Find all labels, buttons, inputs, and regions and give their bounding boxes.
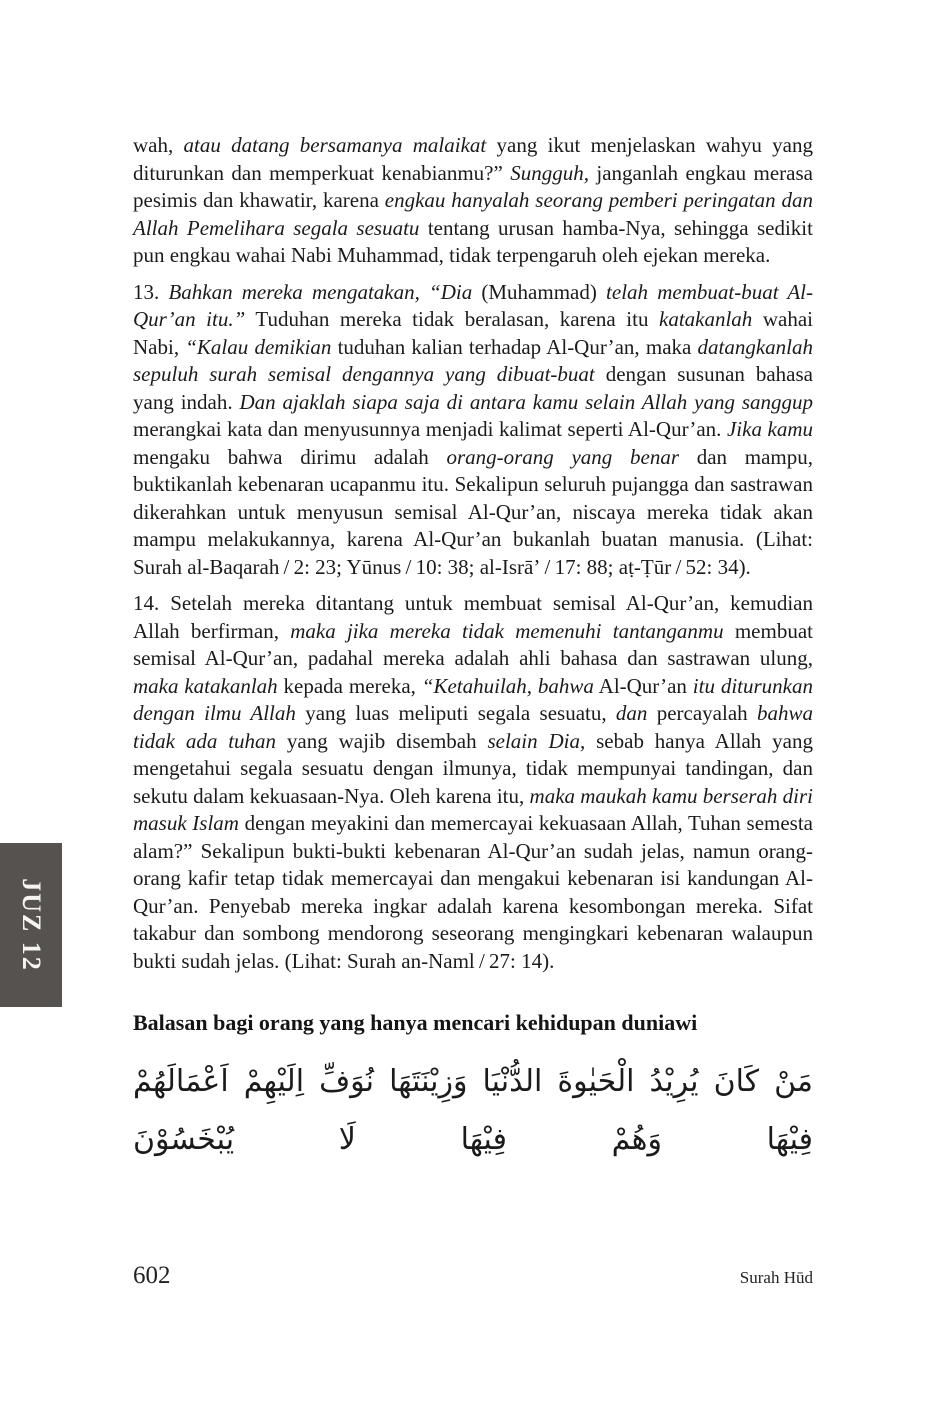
text-run-italic: Dan ajaklah siapa saja di antara kamu selain Allah yang sanggup — [239, 389, 813, 414]
text-run-italic: Jika kamu — [726, 417, 813, 441]
text-run: tuduhan kalian terhadap Al-Qur’an, maka — [331, 334, 698, 359]
page-footer — [133, 1262, 813, 1290]
text-run-italic: maka maukah kamu berserah diri masuk Islam — [133, 783, 813, 835]
text-run-italic: datangkanlah sepuluh surah semisal dengannya yang dibuat-buat — [133, 334, 813, 386]
text-run-italic: Bahkan mereka mengatakan, “Dia — [168, 279, 473, 304]
page-number: 602 — [133, 1262, 171, 1289]
juz-tab-label: JUZ 12 — [17, 878, 46, 972]
text-run: dan mampu, buktikanlah kebenaran ucapanmu itu. Sekalipun seluruh pujangga dan sastrawan dikerahkan untuk menyusun semisal Al-Qur’an, niscaya mereka tidak akan mampu melakukannya, karena Al-Qur’an bukanlah buatan manusia. (Lihat: Surah al-Baqarah / 2: 23; Yūnus / 10: 38; al-Isrā’ / 17: 88; aṭ-Ṭūr / 52: 34). — [133, 444, 814, 579]
text-run: 14. Setelah mereka ditantang untuk membuat semisal Al-Qur’an, kemudian Allah berfirman, — [133, 591, 813, 643]
text-run-italic: Sungguh, — [510, 160, 589, 185]
text-run: merangkai kata dan menyusunnya menjadi kalimat seperti Al-Qur’an. — [133, 417, 727, 441]
text-run: dengan susunan bahasa yang indah. — [133, 362, 813, 414]
page-content — [133, 132, 813, 1169]
text-run-italic: “Ketahuilah, bahwa — [421, 673, 594, 698]
text-run: janganlah engkau merasa pesimis dan khawatir, karena — [133, 160, 813, 212]
section-heading: Balasan bagi orang yang hanya mencari kehidupan duniawi — [133, 1010, 698, 1035]
text-run: yang wajib disembah — [276, 728, 488, 753]
text-run-italic: maka jika mereka tidak memenuhi tantanganmu — [290, 618, 724, 643]
text-run: tentang urusan hamba-Nya, sehingga sedikit pun engkau wahai Nabi Muhammad, tidak terpengaruh oleh ejekan mereka. — [133, 215, 813, 267]
text-run: yang ikut menjelaskan wahyu yang diturunkan dan memperkuat kenabianmu?” — [133, 133, 813, 185]
juz-tab — [0, 843, 62, 1007]
text-run: percayalah — [647, 701, 757, 725]
text-run: sebab hanya Allah yang mengetahui segala sesuatu dengan ilmunya, tidak mempunyai tandingan, dan sekutu dalam kekuasaan-Nya. Oleh karena itu, — [133, 728, 813, 808]
text-run-italic: “Kalau demikian — [185, 334, 332, 359]
paragraph — [133, 279, 813, 582]
running-title: Surah Hūd — [739, 1268, 813, 1287]
text-run-italic: dan — [615, 701, 648, 725]
paragraph — [133, 132, 813, 270]
text-run: Tuduhan mereka tidak beralasan, karena itu — [245, 307, 659, 331]
text-run: kepada mereka, — [277, 673, 422, 698]
text-run-italic: telah membuat-buat Al-Qur’an itu.” — [133, 279, 813, 331]
text-run: 13. — [133, 279, 169, 304]
text-run-italic: atau datang bersamanya malaikat — [183, 133, 487, 157]
paragraphs — [133, 132, 813, 975]
text-run-italic: engkau hanyalah seorang pemberi peringatan dan Allah Pemelihara segala sesuatu — [133, 188, 813, 240]
text-run: wah, — [133, 133, 184, 157]
text-run-italic: katakanlah — [659, 307, 753, 331]
text-run: yang luas meliputi segala sesuatu, — [295, 701, 616, 725]
text-run: Al-Qur’an — [593, 673, 693, 698]
paragraph — [133, 590, 813, 975]
text-run: mengaku bahwa dirimu adalah — [133, 444, 447, 469]
text-run-italic: itu diturunkan dengan ilmu Allah — [133, 673, 813, 725]
text-run: (Muhammad) — [472, 279, 607, 304]
text-run: dengan meyakini dan memercayai kekuasaan Allah, Tuhan semesta alam?” Sekalipun bukti-bukti kebenaran Al-Qur’an sudah jelas, namun orang-orang kafir tetap tidak memercayai dan mengakui kebenaran isi kandungan Al-Qur’an. Penyebab mereka ingkar adalah karena kesombongan mereka. Sifat takabur dan sombong mendorong seseorang mengingkari kebenaran walaupun bukti sudah jelas. (Lihat: Surah an-Naml / 27: 14). — [133, 811, 813, 973]
text-run: membuat semisal Al-Qur’an, padahal mereka adalah ahli bahasa dan sastrawan ulung, — [133, 618, 813, 670]
text-run-italic: selain Dia, — [487, 728, 586, 753]
text-run-italic: orang-orang yang benar — [446, 444, 680, 469]
arabic-verse: مَنْ كَانَ يُرِيْدُ الْحَيٰوةَ الدُّنْيَا وَزِيْنَتَهَا نُوَفِّ اِلَيْهِمْ اَعْمَالَهُمْ فِيْهَا وَهُمْ فِيْهَا لَا يُبْخَسُوْنَ — [133, 1064, 813, 1157]
text-run-italic: bahwa tidak ada tuhan — [133, 701, 813, 753]
text-run-italic: maka katakanlah — [133, 673, 278, 698]
text-run: wahai Nabi, — [133, 307, 813, 359]
